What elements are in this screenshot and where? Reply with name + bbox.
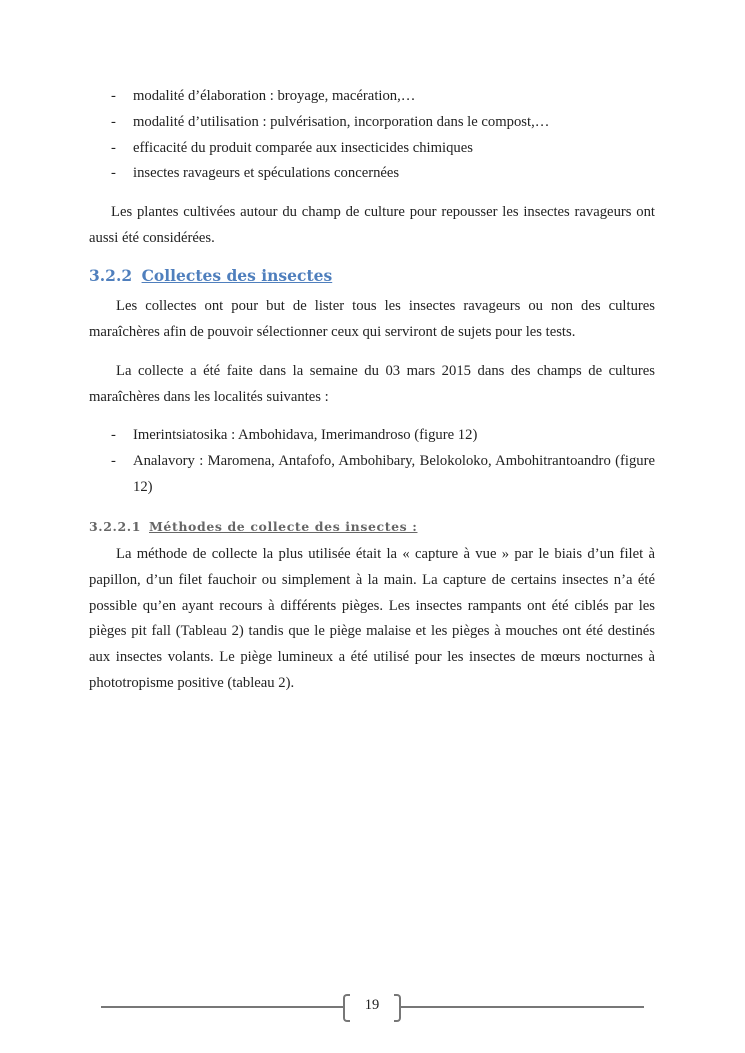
bullet-list-criteria (89, 84, 655, 187)
subsection-number: 3.2.2.1 (89, 519, 142, 534)
bullet-dash: - (111, 88, 116, 104)
subsection-title: Méthodes de collecte des insectes : (149, 519, 418, 534)
list-item-text: modalité d’utilisation : pulvérisation, incorporation dans le compost,… (133, 113, 550, 130)
list-item (89, 110, 655, 136)
list-item (89, 161, 655, 187)
footer-bracket-right (394, 994, 401, 1022)
page-number: 19 (364, 997, 380, 1013)
section-heading (89, 266, 332, 285)
bullet-dash: - (111, 165, 116, 182)
subsection-heading (89, 519, 417, 534)
footer-rule-right (401, 1006, 644, 1008)
list-item (89, 449, 655, 501)
paragraph-methods: La méthode de collecte la plus utilisée était la « capture à vue » par le biais d’un filet à papillon, d’un filet fauchoir ou simplement à la main. La capture de certains insectes n’a été possible qu’en ayant recours à différents pièges. Les insectes rampants ont été ciblés par les pièges pit fall (Tableau 2) tandis que le piège malaise et les pièges à mouches ont été destinés aux insectes volants. Le piège lumineux a été utilisé pour les insectes de mœurs nocturnes à phototropisme positive (tableau 2). (89, 546, 655, 691)
paragraph-plants: Les plantes cultivées autour du champ de culture pour repousser les insectes ravageurs ont aussi été considérées. (89, 204, 655, 246)
list-item-text: modalité d’élaboration : broyage, macération,… (133, 88, 416, 104)
bullet-dash: - (111, 113, 116, 130)
paragraph-date: La collecte a été faite dans la semaine du 03 mars 2015 dans des champs de cultures maraîchères dans les localités suivantes : (89, 363, 655, 405)
list-item (89, 136, 655, 162)
bullet-dash: - (111, 139, 116, 156)
list-item (89, 84, 655, 110)
section-title: Collectes des insectes (141, 266, 333, 285)
section-number: 3.2.2 (89, 266, 133, 285)
paragraph-goal: Les collectes ont pour but de lister tous les insectes ravageurs ou non des cultures maraîchères afin de pouvoir sélectionner ceux qui serviront de sujets pour les tests. (89, 298, 655, 340)
list-item-text: efficacité du produit comparée aux insecticides chimiques (133, 139, 473, 156)
list-item-text: Imerintsiatosika : Ambohidava, Imerimandroso (figure 12) (133, 427, 478, 443)
bullet-dash: - (111, 427, 116, 443)
list-item (89, 423, 655, 449)
bullet-dash: - (111, 452, 116, 469)
list-item-text: insectes ravageurs et spéculations concernées (133, 165, 400, 182)
footer-bracket-left (343, 994, 350, 1022)
footer-rule-left (101, 1006, 343, 1008)
list-item-text: Analavory : Maromena, Antafofo, Ambohibary, Belokoloko, Ambohitrantoandro (figure 12) (133, 452, 655, 495)
bullet-list-places (89, 423, 655, 500)
